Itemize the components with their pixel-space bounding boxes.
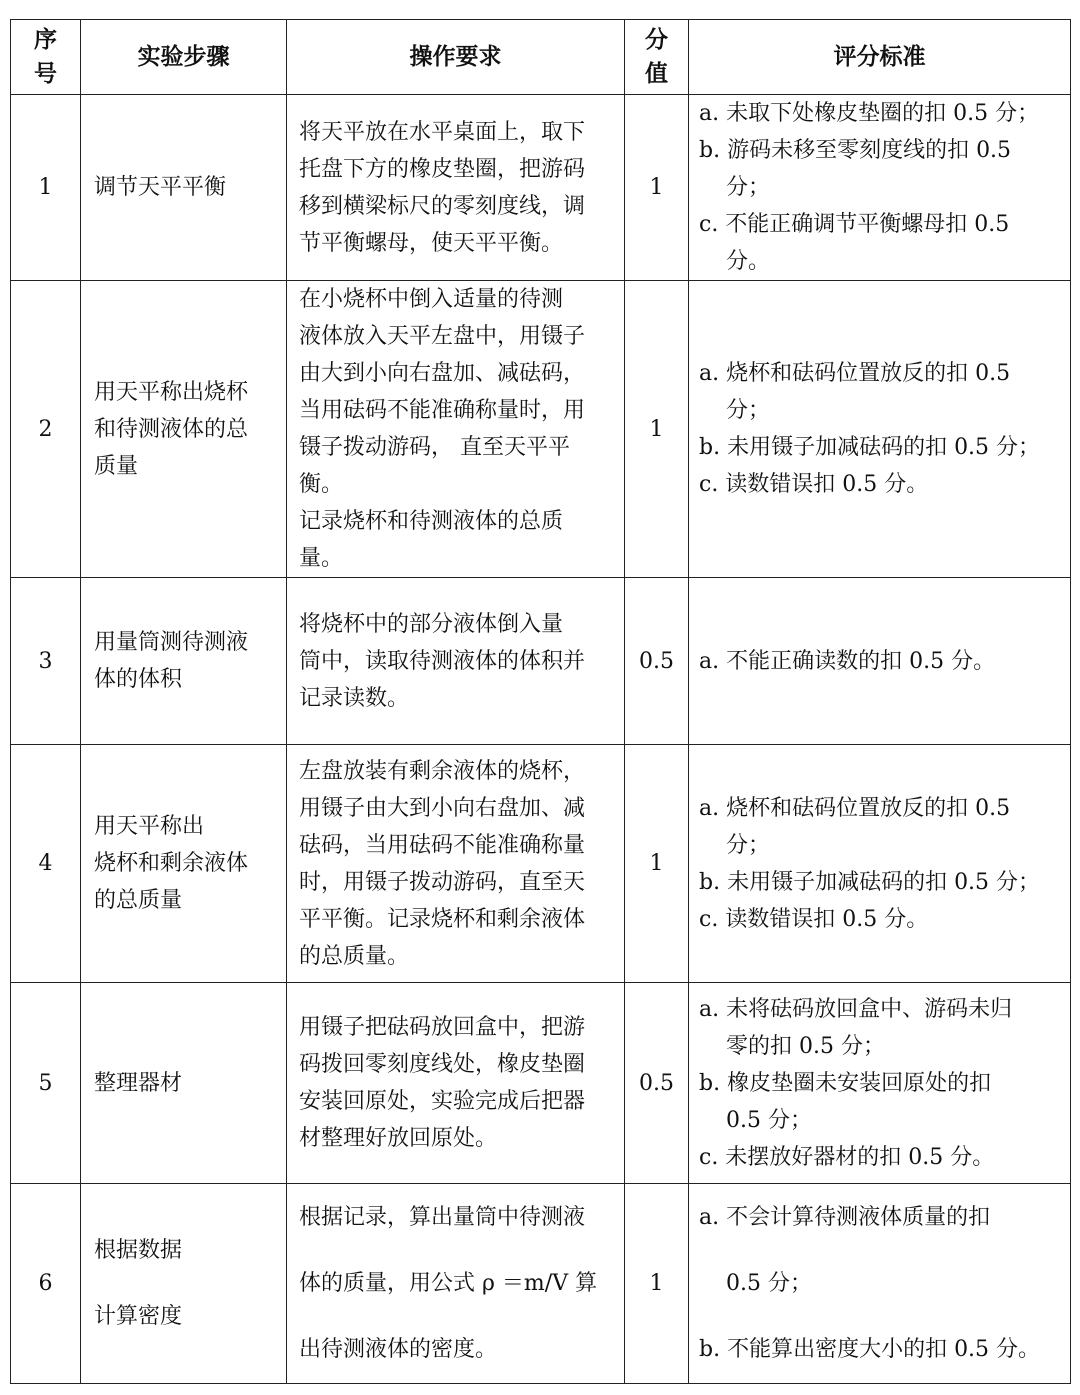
score-cell: 0.5 <box>625 983 689 1184</box>
header-num: 序 号 <box>11 20 81 95</box>
score-cell: 1 <box>625 95 689 281</box>
step-cell: 整理器材 <box>81 983 287 1184</box>
criteria-cell: a. 烧杯和砝码位置放反的扣 0.5 分； b. 未用镊子加减砝码的扣 0.5 分； c. 读数错误扣 0.5 分。 <box>689 281 1071 578</box>
step-cell: 调节天平平衡 <box>81 95 287 281</box>
criteria-cell: a. 不会计算待测液体质量的扣 0.5 分； b. 不能算出密度大小的扣 0.5 分。 <box>689 1184 1071 1384</box>
header-op: 操作要求 <box>287 20 625 95</box>
score-cell: 0.5 <box>625 578 689 745</box>
criteria-cell: a. 未将砝码放回盒中、游码未归 零的扣 0.5 分； b. 橡皮垫圈未安装回原处的扣 0.5 分； c. 未摆放好器材的扣 0.5 分。 <box>689 983 1071 1184</box>
row-number: 3 <box>11 578 81 745</box>
header-criteria: 评分标准 <box>689 20 1071 95</box>
operation-cell: 将烧杯中的部分液体倒入量 筒中，读取待测液体的体积并 记录读数。 <box>287 578 625 745</box>
criteria-cell: a. 不能正确读数的扣 0.5 分。 <box>689 578 1071 745</box>
table-row <box>11 1184 1071 1384</box>
table-row <box>11 745 1071 983</box>
row-number: 6 <box>11 1184 81 1384</box>
step-cell: 根据数据 计算密度 <box>81 1184 287 1384</box>
header-row <box>11 20 1071 95</box>
score-cell: 1 <box>625 1184 689 1384</box>
step-cell: 用天平称出 烧杯和剩余液体 的总质量 <box>81 745 287 983</box>
table-row <box>11 983 1071 1184</box>
criteria-cell: a. 未取下处橡皮垫圈的扣 0.5 分； b. 游码未移至零刻度线的扣 0.5 分； c. 不能正确调节平衡螺母扣 0.5 分。 <box>689 95 1071 281</box>
row-number: 1 <box>11 95 81 281</box>
scoring-table <box>10 19 1071 1384</box>
operation-cell: 将天平放在水平桌面上，取下 托盘下方的橡皮垫圈，把游码 移到横梁标尺的零刻度线，调 节平衡螺母，使天平平衡。 <box>287 95 625 281</box>
table-row <box>11 281 1071 578</box>
criteria-cell: a. 烧杯和砝码位置放反的扣 0.5 分； b. 未用镊子加减砝码的扣 0.5 分； c. 读数错误扣 0.5 分。 <box>689 745 1071 983</box>
operation-cell: 根据记录，算出量筒中待测液 体的质量，用公式 ρ ＝m/V 算 出待测液体的密度。 <box>287 1184 625 1384</box>
step-cell: 用天平称出烧杯 和待测液体的总 质量 <box>81 281 287 578</box>
row-number: 2 <box>11 281 81 578</box>
operation-cell: 用镊子把砝码放回盒中，把游 码拨回零刻度线处，橡皮垫圈 安装回原处，实验完成后把器 材整理好放回原处。 <box>287 983 625 1184</box>
row-number: 4 <box>11 745 81 983</box>
row-number: 5 <box>11 983 81 1184</box>
score-cell: 1 <box>625 745 689 983</box>
score-cell: 1 <box>625 281 689 578</box>
table-row <box>11 95 1071 281</box>
operation-cell: 左盘放装有剩余液体的烧杯， 用镊子由大到小向右盘加、减 砝码，当用砝码不能准确称量 时，用镊子拨动游码，直至天 平平衡。记录烧杯和剩余液体 的总质量。 <box>287 745 625 983</box>
header-step: 实验步骤 <box>81 20 287 95</box>
operation-cell: 在小烧杯中倒入适量的待测 液体放入天平左盘中，用镊子 由大到小向右盘加、减砝码， 当用砝码不能准确称量时，用 镊子拨动游码， 直至天平平 衡。 记录烧杯和待测液体的总质 量。 <box>287 281 625 578</box>
header-score: 分 值 <box>625 20 689 95</box>
table-row <box>11 578 1071 745</box>
step-cell: 用量筒测待测液 体的体积 <box>81 578 287 745</box>
